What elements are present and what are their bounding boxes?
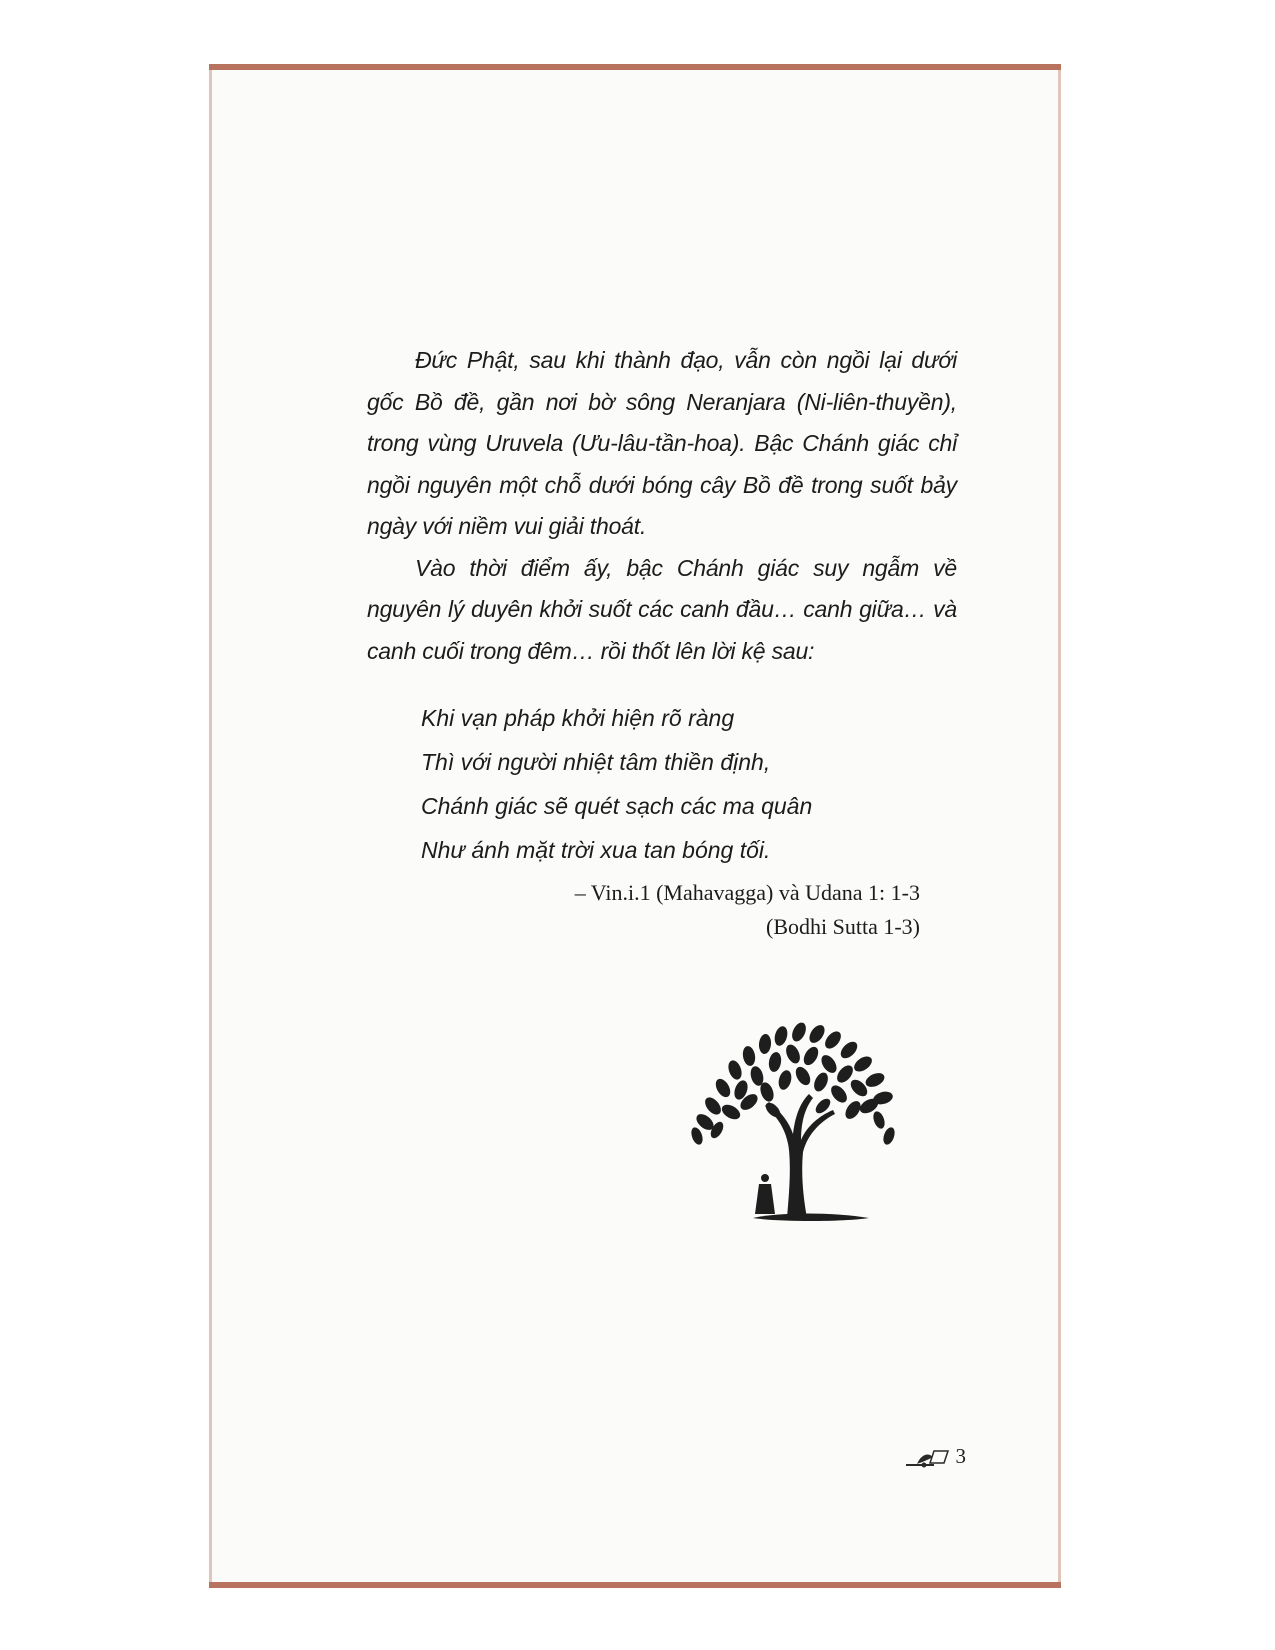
verse-line-1: Khi vạn pháp khởi hiện rõ ràng	[421, 705, 735, 731]
bodhi-tree-icon	[683, 1018, 913, 1228]
page-footer	[904, 1444, 967, 1469]
verse-line-4: Như ánh mặt trời xua tan bóng tối.	[421, 837, 771, 863]
citation-line-1: – Vin.i.1 (Mahavagga) và Udana 1: 1-3	[574, 880, 920, 905]
main-text	[367, 340, 957, 944]
verse-line-3: Chánh giác sẽ quét sạch các ma quân	[421, 793, 813, 819]
paragraph-1: Đức Phật, sau khi thành đạo, vẫn còn ngồi lại dưới gốc Bồ đề, gần nơi bờ sông Neranjara (Ni-liên-thuyền), trong vùng Uruvela (Ưu-lâu-tần-hoa). Bậc Chánh giác chỉ ngồi nguyên một chỗ dưới bóng cây Bồ đề trong suốt bảy ngày với niềm vui giải thoát.	[367, 347, 957, 539]
citation-line-2: (Bodhi Sutta 1-3)	[766, 914, 920, 939]
book-page	[209, 64, 1061, 1588]
verse	[421, 696, 957, 872]
verse-line-2: Thì với người nhiệt tâm thiền định,	[421, 749, 771, 775]
page-number: 3	[955, 1444, 966, 1468]
citation	[367, 876, 957, 944]
footer-ornament-icon	[904, 1445, 952, 1469]
paragraph-2: Vào thời điểm ấy, bậc Chánh giác suy ngẫm về nguyên lý duyên khởi suốt các canh đầu… canh giữa… và canh cuối trong đêm… rồi thốt lên lời kệ sau:	[367, 554, 957, 664]
